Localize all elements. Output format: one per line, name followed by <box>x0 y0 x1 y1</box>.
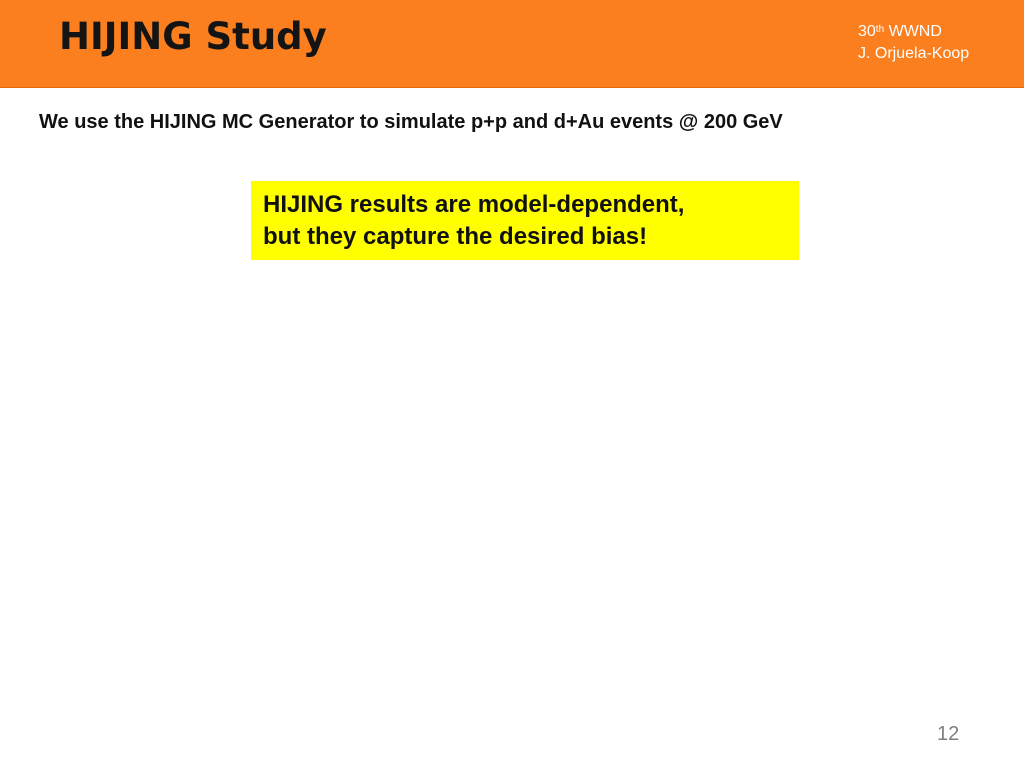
callout-line-1: HIJING results are model-dependent, <box>263 191 685 218</box>
conference-number: 30 <box>858 23 876 40</box>
conference-info <box>858 21 969 65</box>
header-divider <box>0 87 1024 88</box>
highlight-callout <box>251 181 799 260</box>
callout-line-2: but they capture the desired bias! <box>263 223 648 250</box>
intro-statement: We use the HIJING MC Generator to simulate p+p and d+Au events @ 200 GeV <box>39 111 783 133</box>
conference-line <box>858 21 969 43</box>
conference-name: WWND <box>884 23 942 40</box>
page-number: 12 <box>937 723 960 745</box>
author-name: J. Orjuela-Koop <box>858 45 970 62</box>
slide-title: HIJING Study <box>59 15 327 58</box>
conference-superscript: th <box>875 24 885 35</box>
